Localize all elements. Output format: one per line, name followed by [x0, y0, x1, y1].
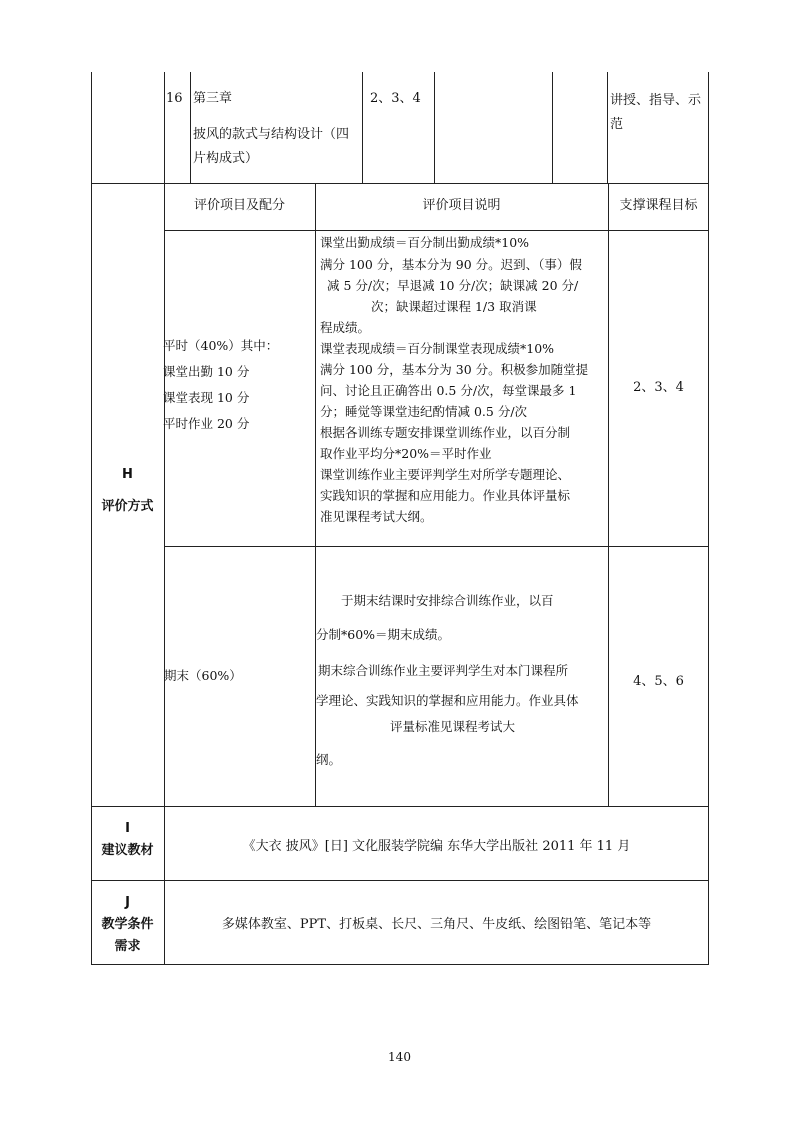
column-divider	[362, 72, 363, 183]
row-divider	[164, 546, 709, 547]
column-divider	[552, 72, 553, 183]
textbook-content: 《大衣 披风》[日] 文化服装学院编 东华大学出版社 2011 年 11 月	[242, 839, 631, 854]
regular-desc-line: 减 5 分/次；早退减 10 分/次；缺课减 20 分/	[327, 278, 579, 293]
final-desc-line: 学理论、实践知识的掌握和应用能力。作业具体	[316, 693, 579, 708]
column-divider	[608, 183, 609, 806]
regular-desc-line: 取作业平均分*20%＝平时作业	[320, 446, 492, 461]
row-divider	[91, 183, 709, 184]
column-divider	[164, 72, 165, 880]
schedule-goals: 2、3、4	[370, 91, 421, 106]
regular-target: 2、3、4	[633, 380, 684, 395]
row-divider	[164, 230, 709, 231]
header-item: 评价项目及配分	[193, 198, 285, 213]
method-line-2: 范	[610, 117, 624, 132]
section-h-letter: H	[122, 467, 133, 482]
column-divider	[190, 72, 191, 183]
section-j-title-line-2: 需求	[114, 939, 141, 954]
regular-desc-line: 满分 100 分，基本分为 30 分。积极参加随堂提	[320, 362, 589, 377]
regular-desc-line: 满分 100 分，基本分为 90 分。迟到、（事）假	[320, 257, 582, 272]
final-item: 期末（60%）	[164, 668, 242, 683]
method-line-1: 讲授、指导、示	[610, 93, 702, 108]
section-j-title-line-1: 教学条件	[101, 917, 154, 932]
regular-desc-line: 实践知识的掌握和应用能力。作业具体评量标	[320, 488, 571, 503]
row-divider	[91, 880, 709, 881]
regular-desc-line: 问、讨论且正确答出 0.5 分/次，每堂课最多 1	[320, 383, 577, 398]
regular-item-line: 课堂表现 10 分	[163, 390, 250, 405]
final-desc-line: 于期末结课时安排综合训练作业，以百	[341, 593, 554, 608]
regular-item-line: 平时作业 20 分	[163, 416, 250, 431]
regular-desc-line: 分；睡觉等课堂违纪酌情减 0.5 分/次	[320, 404, 528, 419]
column-divider	[607, 72, 608, 183]
regular-desc-line: 程成绩。	[320, 320, 371, 335]
week-number: 16	[166, 91, 183, 106]
section-h-title: 评价方式	[101, 499, 154, 514]
topic-line-2: 片构成式）	[193, 151, 259, 166]
final-desc-line: 评量标准见课程考试大	[390, 719, 516, 734]
final-desc-line: 纲。	[316, 752, 342, 767]
final-desc-line: 分制*60%＝期末成绩。	[316, 627, 451, 642]
regular-desc-line: 准见课程考试大纲。	[320, 509, 433, 524]
topic-line-1: 披风的款式与结构设计（四	[193, 127, 350, 142]
header-description: 评价项目说明	[422, 198, 501, 213]
section-i-letter: I	[125, 821, 130, 836]
final-target: 4、5、6	[633, 674, 684, 689]
column-divider	[434, 72, 435, 183]
regular-desc-line: 课堂训练作业主要评判学生对所学专题理论、	[320, 467, 571, 482]
regular-desc-line: 根据各训练专题安排课堂训练作业，以百分制	[320, 425, 571, 440]
row-divider	[91, 806, 709, 807]
regular-desc-line: 次；缺课超过课程 1/3 取消课	[371, 299, 537, 314]
column-divider	[315, 183, 316, 806]
section-j-letter: J	[125, 895, 130, 910]
final-desc-line: 期末综合训练作业主要评判学生对本门课程所	[318, 663, 569, 678]
section-i-title: 建议教材	[101, 843, 154, 858]
regular-desc-line: 课堂出勤成绩＝百分制出勤成绩*10%	[320, 235, 530, 250]
regular-desc-line: 课堂表现成绩＝百分制课堂表现成绩*10%	[320, 341, 555, 356]
regular-item	[163, 335, 279, 431]
header-target: 支撑课程目标	[619, 198, 698, 213]
conditions-content: 多媒体教室、PPT、打板桌、长尺、三角尺、牛皮纸、绘图铅笔、笔记本等	[221, 917, 652, 932]
regular-item-line: 平时（40%）其中：	[163, 338, 279, 353]
page-number: 140	[388, 1050, 411, 1064]
regular-item-line: 课堂出勤 10 分	[163, 364, 250, 379]
chapter-label: 第三章	[193, 91, 233, 106]
